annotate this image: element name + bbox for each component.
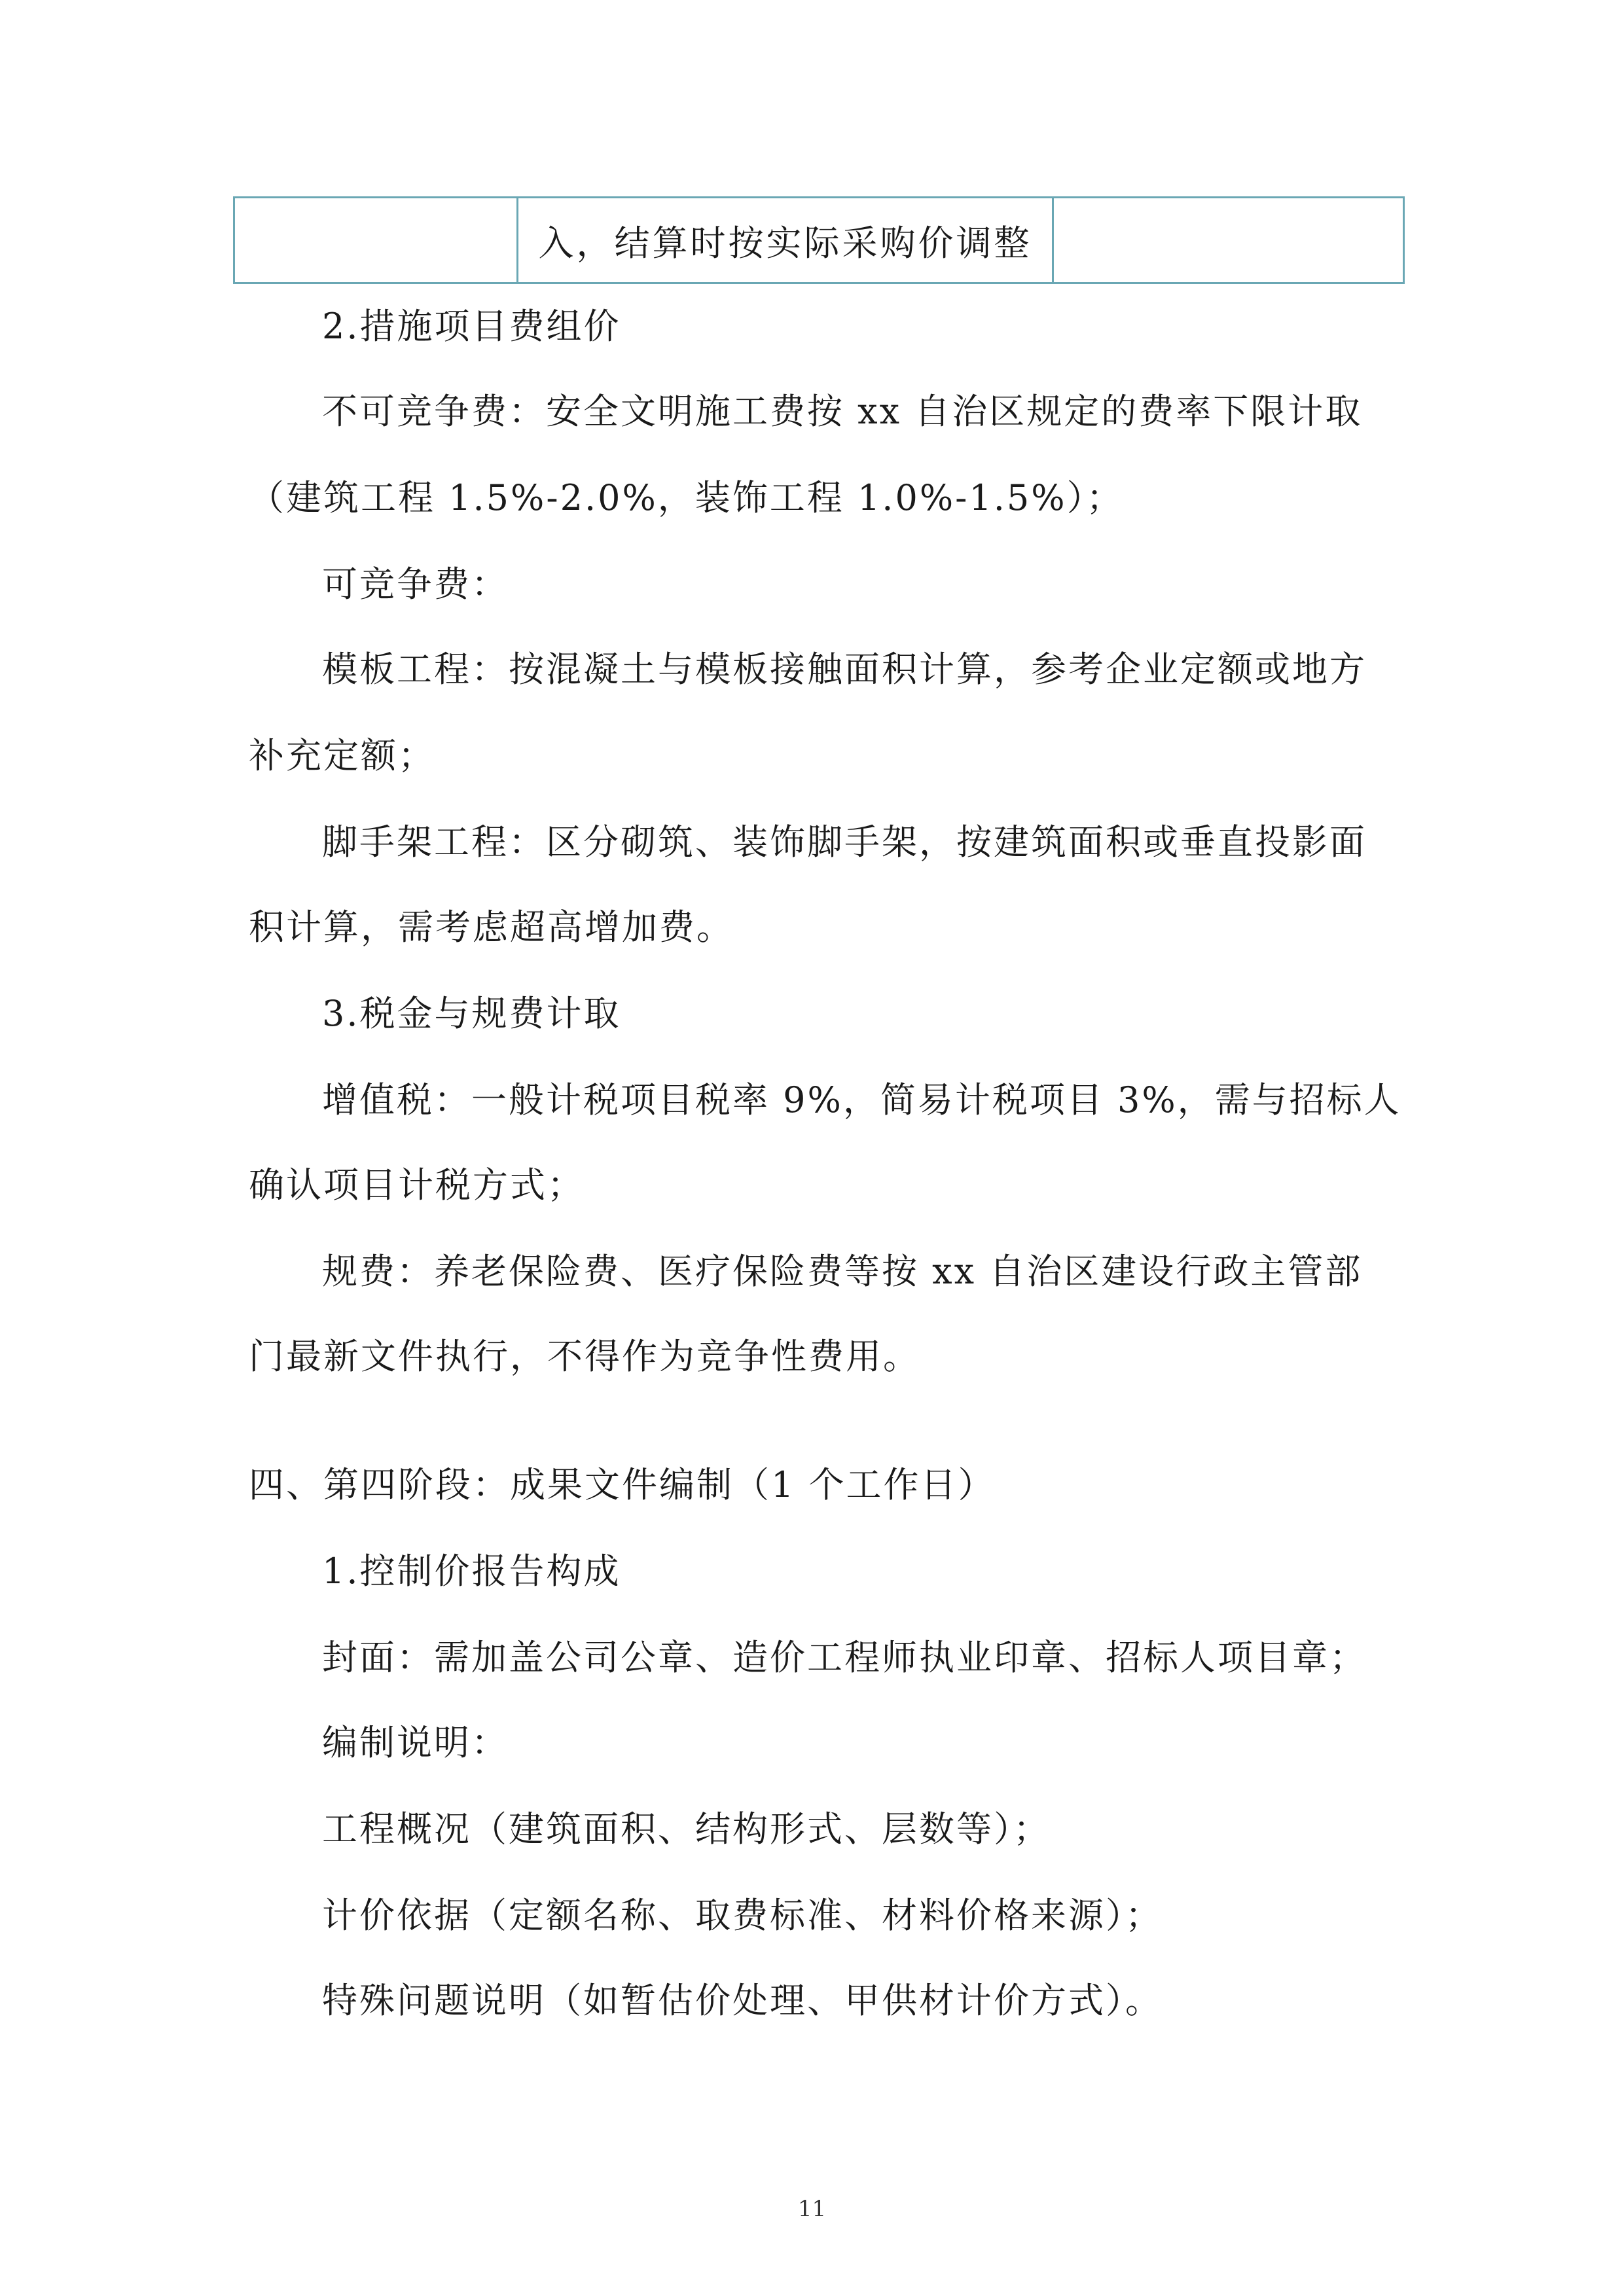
paragraph-line: 门最新文件执行，不得作为竞争性费用。 <box>249 1336 920 1377</box>
paragraph-line: 确认项目计税方式； <box>249 1164 585 1206</box>
section-heading-report: 1.控制价报告构成 <box>322 1551 621 1592</box>
paragraph-line: 工程概况（建筑面积、结构形式、层数等）； <box>322 1808 1051 1850</box>
paragraph-line: 编制说明： <box>322 1722 509 1763</box>
paragraph-line: 计价依据（定额名称、取费标准、材料价格来源）； <box>322 1895 1163 1936</box>
table-cell-left <box>234 198 518 283</box>
paragraph-line: 不可竞争费：安全文明施工费按 xx 自治区规定的费率下限计取 <box>322 391 1363 432</box>
page-number: 11 <box>797 2196 827 2222</box>
paragraph-line: 积计算，需考虑超高增加费。 <box>249 906 734 948</box>
paragraph-line: 规费：养老保险费、医疗保险费等按 xx 自治区建设行政主管部 <box>322 1251 1363 1292</box>
table-fragment <box>233 196 1405 284</box>
paragraph-line: 增值税：一般计税项目税率 9%，简易计税项目 3%，需与招标人 <box>322 1079 1401 1121</box>
table-cell-middle: 入，结算时按实际采购价调整 <box>518 198 1053 283</box>
chapter-heading: 四、第四阶段：成果文件编制（1 个工作日） <box>249 1464 996 1505</box>
paragraph-line: 补充定额； <box>249 735 435 776</box>
section-heading-measures: 2.措施项目费组价 <box>322 306 621 347</box>
paragraph-line: 模板工程：按混凝土与模板接触面积计算，参考企业定额或地方 <box>322 649 1367 690</box>
paragraph-line: 脚手架工程：区分砌筑、装饰脚手架，按建筑面积或垂直投影面 <box>322 821 1367 863</box>
table-row <box>234 198 1404 283</box>
paragraph-line: 封面：需加盖公司公章、造价工程师执业印章、招标人项目章； <box>322 1637 1367 1678</box>
paragraph-line: 可竞争费： <box>322 564 509 605</box>
table-cell-right <box>1053 198 1404 283</box>
paragraph-line: （建筑工程 1.5%-2.0%，装饰工程 1.0%-1.5%）； <box>249 477 1124 518</box>
section-heading-tax: 3.税金与规费计取 <box>322 993 621 1034</box>
paragraph-line: 特殊问题说明（如暂估价处理、甲供材计价方式）。 <box>322 1980 1163 2021</box>
